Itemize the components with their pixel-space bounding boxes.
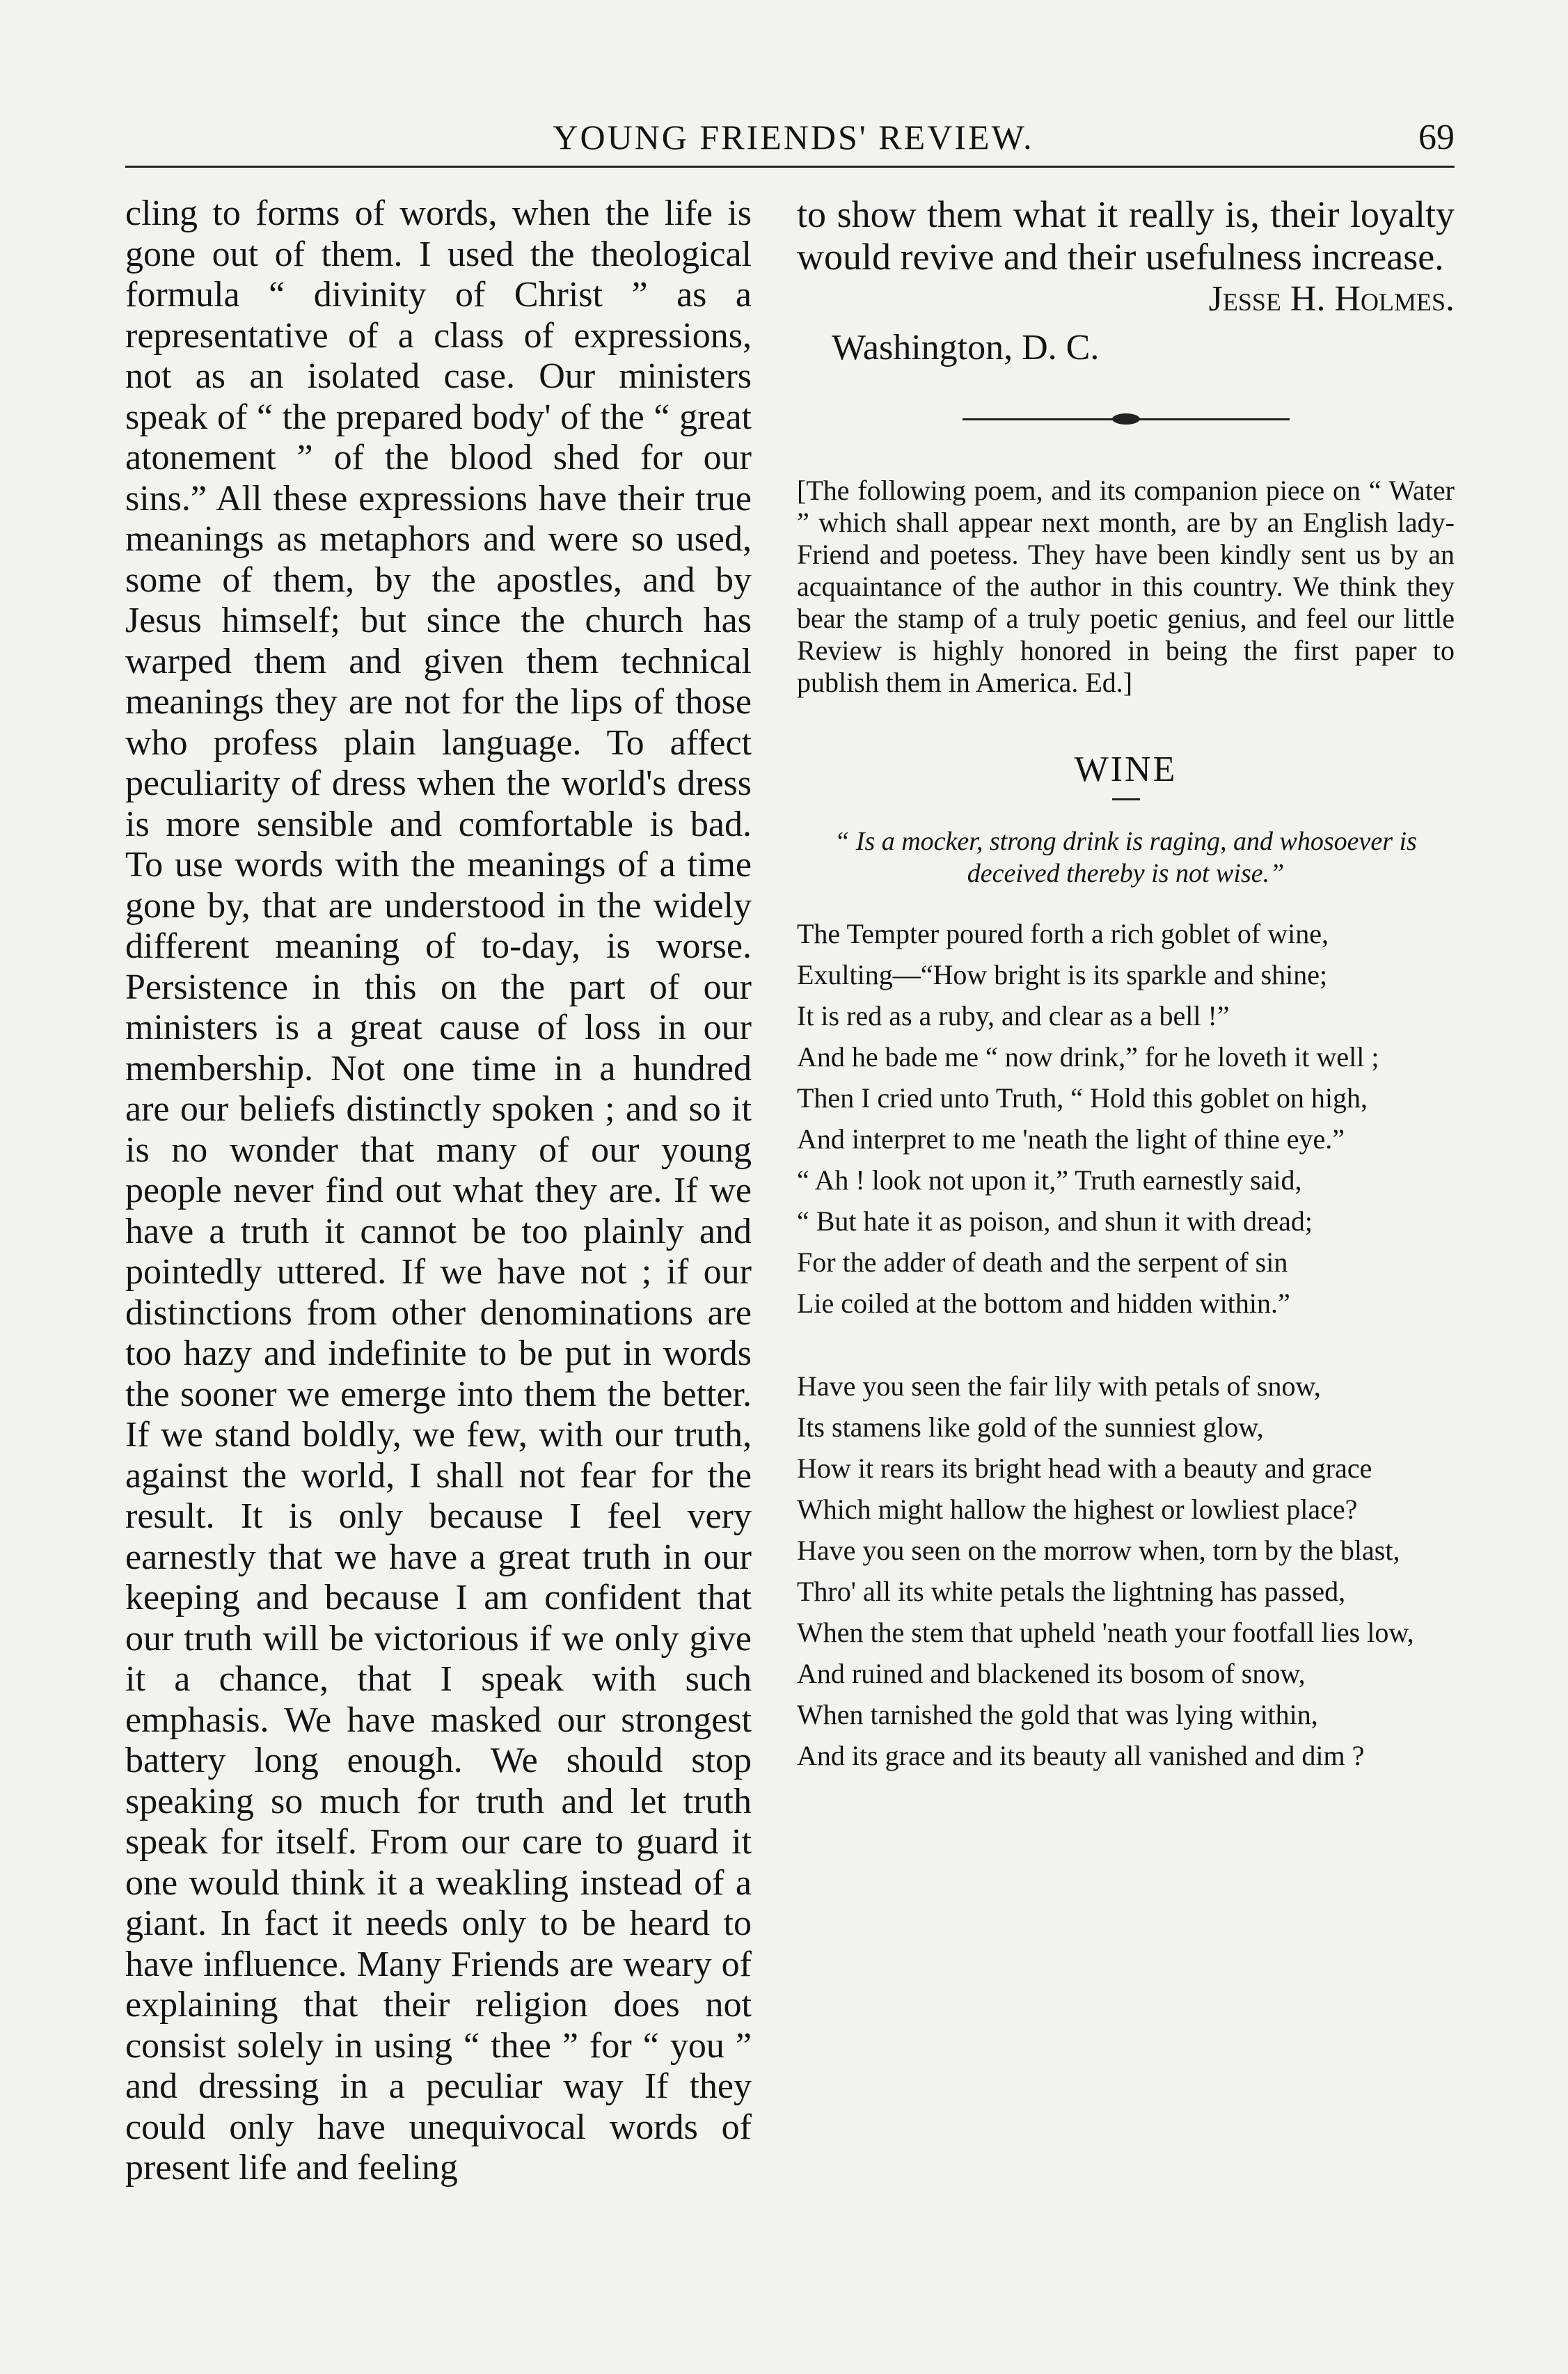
ornamental-rule xyxy=(963,418,1290,420)
stanza-1 xyxy=(797,913,1455,1324)
poem-line: “ But hate it as poison, and shun it with dread; xyxy=(797,1205,1313,1237)
poem-line: When the stem that upheld 'neath your footfall lies low, xyxy=(797,1617,1414,1648)
poem-line: Exulting—“How bright is its sparkle and shine; xyxy=(797,959,1328,990)
poem-line: Thro' all its white petals the lightning has passed, xyxy=(797,1576,1346,1607)
right-column xyxy=(797,193,1455,1818)
poem-line: And ruined and blackened its bosom of snow, xyxy=(797,1658,1306,1689)
stanza-2 xyxy=(797,1366,1455,1776)
editor-note: [The following poem, and its companion piece on “ Water ” which shall appear next month, are by an English lady-Friend and poetess. They have been kindly sent us by an acquaintance of the author in this country. We think they bear the stamp of a truly poetic genius, and feel our little Review is highly honored in being the first paper to publish them in America. Ed.] xyxy=(797,475,1455,698)
author-place: Washington, D. C. xyxy=(832,328,1100,367)
left-column xyxy=(125,193,752,2189)
title-rule xyxy=(1112,798,1140,800)
poem-line: The Tempter poured forth a rich goblet of wine, xyxy=(797,918,1329,949)
poem-line: Its stamens like gold of the sunniest glow, xyxy=(797,1411,1264,1443)
poem-epigraph: “ Is a mocker, strong drink is raging, and whosoever is deceived thereby is not wise.” xyxy=(834,827,1417,888)
poem-line: It is red as a ruby, and clear as a bell !” xyxy=(797,1000,1230,1031)
poem-line: How it rears its bright head with a beauty and grace xyxy=(797,1453,1372,1484)
poem-line: “ Ah ! look not upon it,” Truth earnestly said, xyxy=(797,1164,1302,1196)
poem-line: And its grace and its beauty all vanished and dim ? xyxy=(797,1740,1365,1771)
continuation-text: to show them what it really is, their loyalty would revive and their usefulness increase. xyxy=(797,193,1455,278)
poem-line: Have you seen on the morrow when, torn by the blast, xyxy=(797,1535,1400,1566)
poem-line: For the adder of death and the serpent of sin xyxy=(797,1247,1288,1278)
running-title: YOUNG FRIENDS' REVIEW. xyxy=(553,118,1034,157)
page-header xyxy=(132,117,1455,166)
poem-line: Have you seen the fair lily with petals of snow, xyxy=(797,1370,1321,1402)
poem-line: And interpret to me 'neath the light of thine eye.” xyxy=(797,1123,1345,1155)
poem-line: Then I cried unto Truth, “ Hold this goblet on high, xyxy=(797,1082,1368,1114)
header-rule xyxy=(125,166,1455,168)
poem-body xyxy=(797,913,1455,1776)
author-signature: Jesse H. Holmes. xyxy=(1208,279,1455,319)
left-column-text: cling to forms of words, when the life is gone out of them. I used the theological formula “ divinity of Christ ” as a representative of a class of expressions, not as an isolated case. Our ministers speak of “ the prepared body' of the “ great atonement ” of the blood shed for our sins.” All these expressions have their true meanings as metaphors and were so used, some of them, by the apostles, and by Jesus himself; but since the church has warped them and given them technical meanings they are not for the lips of those who profess plain language. To affect peculiarity of dress when the world's dress is more sensible and comfortable is bad. To use words with the meanings of a time gone by, that are understood in the widely different meaning of to-day, is worse. Persistence in this on the part of our ministers is a great cause of loss in our membership. Not one time in a hundred are our beliefs distinctly spoken ; and so it is no wonder that many of our young people never find out what they are. If we have a truth it cannot be too plainly and pointedly uttered. If we have not ; if our distinctions from other denominations are too hazy and indefinite to be put in words the sooner we emerge into them the better. If we stand boldly, we few, with our truth, against the world, I shall not fear for the result. It is only because I feel very earnestly that we have a great truth in our keeping and because I am confident that our truth will be victorious if we only give it a chance, that I speak with such emphasis. We have masked our strongest battery long enough. We should stop speaking so much for truth and let truth speak for itself. From our care to guard it one would think it a weakling instead of a giant. In fact it needs only to be heard to have influence. Many Friends are weary of explaining that their religion does not consist solely in using “ thee ” for “ you ” and dressing in a peculiar way If they could only have unequivocal words of present life and feeling xyxy=(125,193,752,2187)
page-number: 69 xyxy=(1418,118,1455,157)
poem-title: WINE xyxy=(1074,750,1178,789)
poem-line: Which might hallow the highest or lowliest place? xyxy=(797,1494,1358,1525)
poem-line: When tarnished the gold that was lying within, xyxy=(797,1699,1318,1730)
poem-line: And he bade me “ now drink,” for he loveth it well ; xyxy=(797,1041,1379,1073)
poem-line: Lie coiled at the bottom and hidden within.” xyxy=(797,1288,1290,1319)
